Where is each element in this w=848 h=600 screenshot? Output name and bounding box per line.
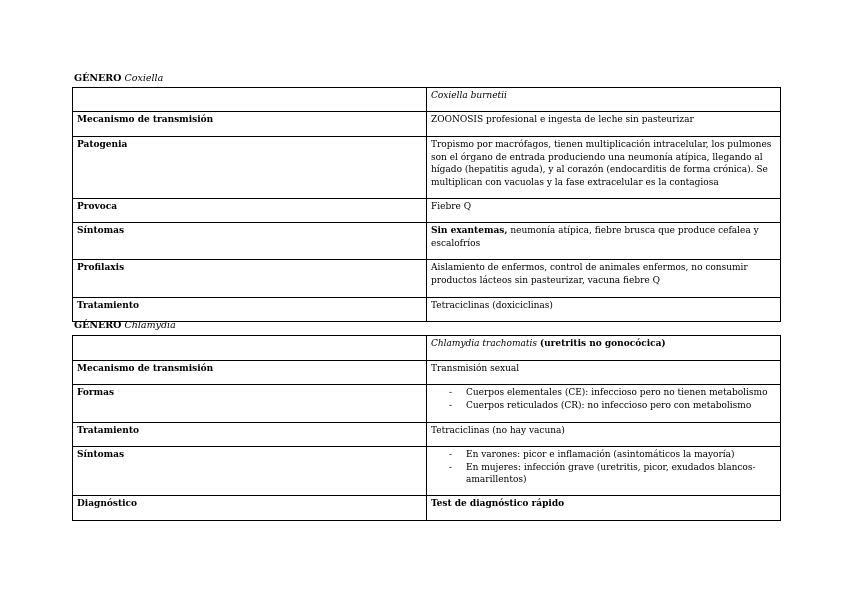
sintomas-list [431,449,776,487]
coxiella-heading [74,73,163,85]
chlamydia-species-note: (uretritis no gonocócica) [539,339,666,349]
chlamydia-species: Chlamydia trachomatis [431,339,537,349]
row-label: Provoca [73,199,427,223]
table-row [73,298,781,322]
chlamydia-heading-label: GÉNERO [74,320,122,331]
row-value: Transmisión sexual [427,361,781,385]
coxiella-species: Coxiella burnetii [427,88,781,112]
row-value: Test de diagnóstico rápido [427,496,781,521]
table-row [73,88,781,112]
table-row [73,112,781,137]
row-value: Fiebre Q [427,199,781,223]
table-row [73,223,781,260]
row-label: Mecanismo de transmisión [73,112,427,137]
chlamydia-table [72,335,781,521]
row-value: ZOONOSIS profesional e ingesta de leche sin pasteurizar [427,112,781,137]
row-value-rest: neumonía atípica, fiebre brusca que produce cefalea y escalofríos [431,226,759,249]
chlamydia-heading [74,320,176,332]
row-value [427,447,781,496]
list-item: - Cuerpos elementales (CE): infeccioso pero no tienen metabolismo [449,387,776,400]
chlamydia-species-cell [427,336,781,361]
table-row [73,385,781,423]
coxiella-heading-genus: Coxiella [124,73,164,84]
table-row [73,199,781,223]
table-row [73,496,781,521]
row-label: Patogenia [73,137,427,199]
list-item: - En mujeres: infección grave (uretritis, picor, exudados blancos-amarillentos) [449,462,776,487]
row-value [427,223,781,260]
row-label: Tratamiento [73,423,427,447]
row-value-bold: Sin exantemas, [431,226,508,236]
table-row [73,137,781,199]
formas-list [431,387,776,412]
coxiella-heading-label: GÉNERO [74,73,122,84]
table-row [73,423,781,447]
table-cell-empty [73,88,427,112]
table-row [73,336,781,361]
list-item: - Cuerpos reticulados (CR): no infeccioso pero con metabolismo [449,400,776,413]
row-label: Síntomas [73,447,427,496]
table-row [73,361,781,385]
row-label: Formas [73,385,427,423]
row-label: Mecanismo de transmisión [73,361,427,385]
coxiella-table [72,87,781,322]
row-value: Tetraciclinas (no hay vacuna) [427,423,781,447]
row-value: Tetraciclinas (doxiciclinas) [427,298,781,322]
chlamydia-heading-genus: Chlamydia [124,320,176,331]
list-item: - En varones: picor e inflamación (asintomáticos la mayoría) [449,449,776,462]
table-row [73,260,781,298]
table-cell-empty [73,336,427,361]
row-label: Síntomas [73,223,427,260]
row-value [427,385,781,423]
row-value: Aislamiento de enfermos, control de animales enfermos, no consumir productos lácteos sin pasteurizar, vacuna fiebre Q [427,260,781,298]
row-label: Profilaxis [73,260,427,298]
row-label: Diagnóstico [73,496,427,521]
row-value: Tropismo por macrófagos, tienen multiplicación intracelular, los pulmones son el órgano de entrada produciendo una neumonía atípica, llegando al hígado (hepatitis aguda), y al corazón (endocarditis de forma crónica). Se multiplican con vacuolas y la fase extracelular es la contagiosa [427,137,781,199]
row-label: Tratamiento [73,298,427,322]
table-row [73,447,781,496]
